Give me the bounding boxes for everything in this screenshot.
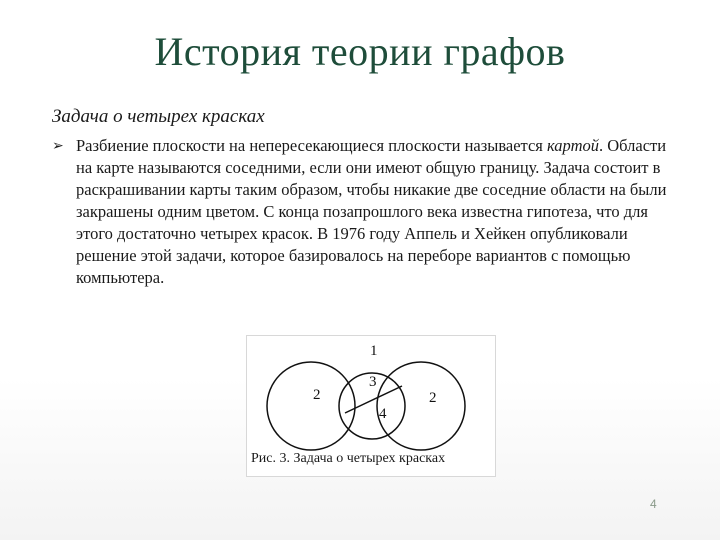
bullet-item (52, 135, 674, 289)
section-subtitle: Задача о четырех красках (52, 106, 265, 127)
region-label-4: 4 (379, 406, 387, 422)
region-label-3: 3 (369, 374, 377, 390)
region-label-2-right: 2 (429, 390, 437, 406)
left-region-circle (267, 362, 355, 450)
bullet-term: картой (547, 136, 600, 155)
figure-caption: Рис. 3. Задача о четырех красках (251, 451, 446, 466)
arrow-bullet-icon: ➢ (52, 138, 64, 154)
bullet-text-part1: Разбиение плоскости на непересекающиеся плоскости называется (76, 136, 547, 155)
region-label-1: 1 (370, 343, 378, 359)
four-color-figure (246, 335, 496, 477)
right-region-circle (377, 362, 465, 450)
slide-title: История теории графов (154, 29, 566, 74)
bullet-text-part2: . Области на карте называются соседними, если они имеют общую границу. Задача состоит в раскрашивании карты таким образом, чтобы никакие две соседние области на были закрашены одним цветом. С конца позапрошлого века известна гипотеза, что для этого достаточно четырех красок. В 1976 году Аппель и Хейкен опубликовали решение этой задачи, которое базировалось на переборе вариантов с помощью компьютера. (76, 136, 667, 287)
bullet-text (76, 135, 674, 289)
region-label-2-left: 2 (313, 387, 321, 403)
page-number: 4 (650, 497, 657, 511)
